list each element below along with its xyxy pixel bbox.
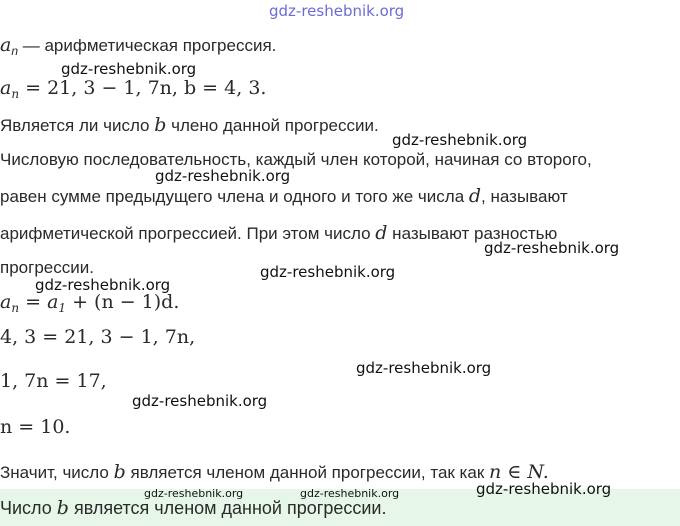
watermark: gdz-reshebnik.org [484,239,620,257]
line-definition-1: Числовую последовательность, каждый член которой, начиная со второго, [0,150,592,169]
watermark: gdz-reshebnik.org [300,487,400,500]
line-equation-1: 4, 3 = 21, 3 − 1, 7n, [0,326,196,348]
watermark: gdz-reshebnik.org [61,60,197,78]
watermark: gdz-reshebnik.org [476,480,612,498]
watermark: gdz-reshebnik.org [35,276,171,294]
line-question: Является ли число b члено данной прогрессии. [0,114,379,136]
watermark: gdz-reshebnik.org [132,392,268,410]
line-definition-3: арифметической прогрессией. При этом число d называют разностью [0,222,558,244]
watermark: gdz-reshebnik.org [392,131,528,149]
line-definition-4: прогрессии. [0,258,94,277]
watermark: gdz-reshebnik.org [356,359,492,377]
watermark: gdz-reshebnik.org [155,167,291,185]
line-equation-2: 1, 7n = 17, [0,370,107,392]
line-equation-3: n = 10. [0,416,71,438]
line-definition-2: равен сумме предыдущего члена и одного и того же числа d, называют [0,185,568,207]
line-general-formula: $a_n = a_1 + (n - 1)d$. [0,291,180,315]
watermark: gdz-reshebnik.org [144,487,244,500]
line-answer: Число b является членом данной прогрессии. [0,497,387,519]
line-progression-def: $a_n$ — арифметическая прогрессия. [0,34,277,58]
line-conclusion: Значит, число b является членом данной прогрессии, так как n ∈ N. [0,461,549,483]
watermark: gdz-reshebnik.org [260,263,396,281]
line-formula-given: $a_n = 21$, 3 − 1, 7n, b = 4, 3. [0,77,267,101]
watermark-top: gdz-reshebnik.org [269,2,405,20]
